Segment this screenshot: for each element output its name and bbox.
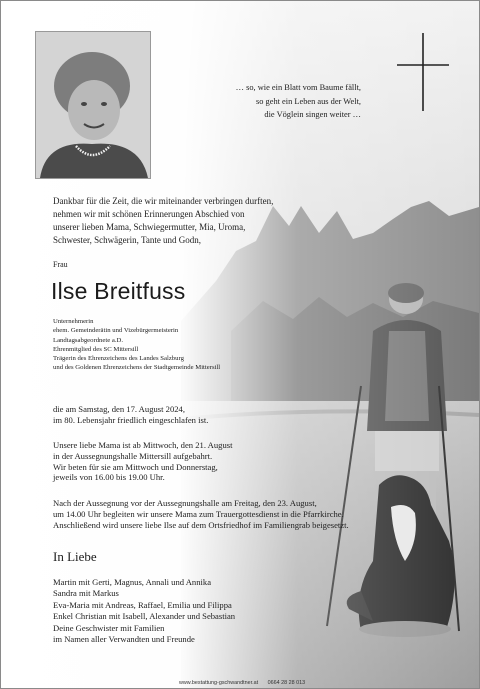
viewing-line: jeweils von 16.00 bis 19.00 Uhr. [53,472,165,483]
intro-text [53,195,383,247]
death-line: im 80. Lebensjahr friedlich eingeschlafen ist. [53,414,209,425]
intro-line: unserer lieben Mama, Schwiegermutter, Mia, Uroma, [53,222,246,232]
poem [181,81,361,122]
honor-line: und des Goldenen Ehrenzeichens der Stadtgemeinde Mittersill [53,364,221,372]
mourner-line: Deine Geschwister mit Familien [53,622,165,633]
death-line: die am Samstag, den 17. August 2024, [53,404,185,414]
poem-line: … so, wie ein Blatt vom Baume fällt, [235,83,361,92]
footer [179,680,313,686]
mourner-line: Sandra mit Markus [53,588,119,599]
viewing-info [53,440,232,483]
funeral-line: Nach der Aussegnung vor der Aussegnungshalle am Freitag, den 23. August, [53,498,317,508]
poem-line: die Vöglein singen weiter … [264,110,361,120]
funeral-line: um 14.00 Uhr begleiten wir unsere Mama zum Trauergottesdienst in die Pfarrkirche. [53,508,344,519]
cross-icon [397,33,449,111]
in-liebe-heading: In Liebe [53,549,97,564]
intro-line: Dankbar für die Zeit, die wir miteinander verbringen durften, [53,196,274,206]
poem-line: so geht ein Leben aus der Welt, [256,96,361,106]
footer-website[interactable]: www.bestattung-gschwandtner.at [179,680,259,686]
mourner-line: Eva-Maria mit Andreas, Raffael, Emilia und Filippa [53,599,232,610]
deceased-name: Ilse Breitfuss [51,278,186,304]
footer-phone: 0664 28 28 013 [267,680,306,686]
intro-line: nehmen wir mit schönen Erinnerungen Abschied von [53,209,245,219]
mourner-line: Enkel Christian mit Isabell, Alexander und Sebastian [53,611,236,622]
salutation: Frau [53,260,68,269]
mourner-line: im Namen aller Verwandten und Freunde [53,634,195,645]
honor-line: Landtagsabgeordnete a.D. [53,336,124,344]
portrait-photo [35,31,151,179]
honors-list [53,317,353,373]
honor-line: Unternehmerin [53,318,94,325]
honor-line: ehem. Gemeinderätin und Vizebürgermeisterin [53,327,179,335]
mourner-line: Martin mit Gerti, Magnus, Annali und Annika [53,577,212,587]
death-notice [53,404,208,426]
funeral-line: Anschließend wird unsere liebe Ilse auf dem Ortsfriedhof im Familiengrab beigesetzt. [53,519,349,530]
viewing-line: in der Aussegnungshalle Mittersill aufgebahrt. [53,450,213,461]
mourners-list [53,577,235,645]
funeral-info [53,498,453,530]
intro-line: Schwester, Schwägerin, Tante und Godn, [53,235,202,245]
viewing-line: Unsere liebe Mama ist ab Mittwoch, den 21. August [53,440,233,450]
viewing-line: Wir beten für sie am Mittwoch und Donnerstag, [53,461,218,472]
honor-line: Ehrenmitglied des SC Mittersill [53,345,139,353]
honor-line: Trägerin des Ehrenzeichens des Landes Salzburg [53,355,184,363]
